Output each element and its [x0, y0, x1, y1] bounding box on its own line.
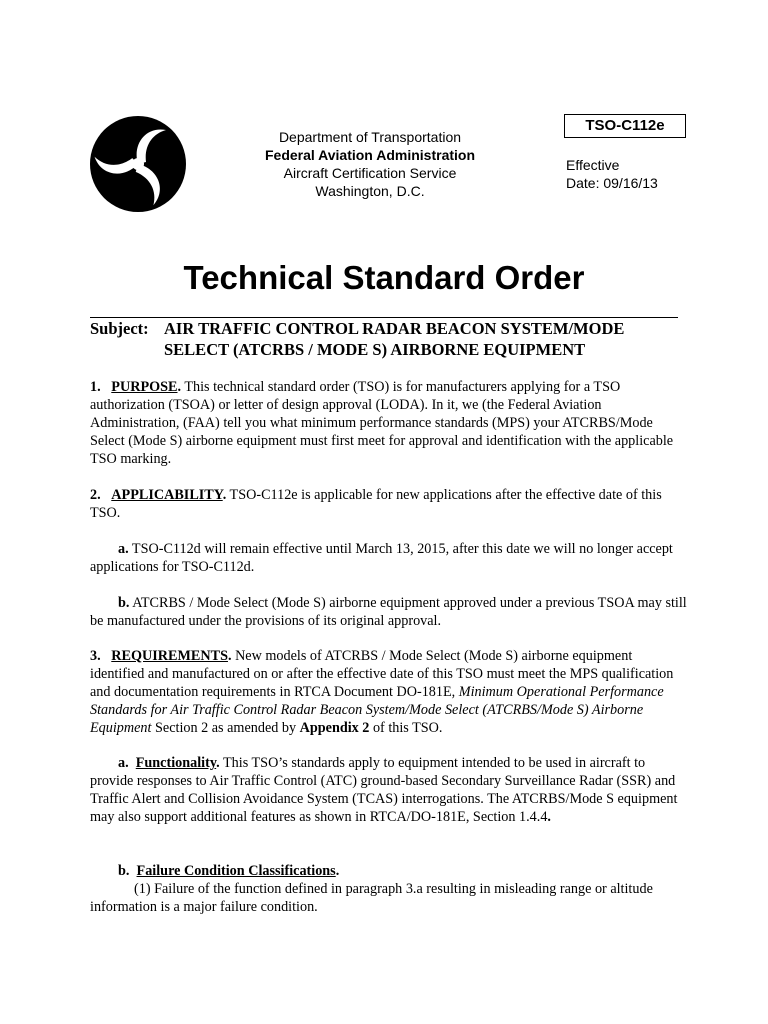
applicability-b-text: ATCRBS / Mode Select (Mode S) airborne equipment approved under a previous TSOA may still be manufactured under the provisions of its original approval.: [90, 595, 687, 629]
subject-line-1: AIR TRAFFIC CONTROL RADAR BEACON SYSTEM/MODE: [164, 319, 625, 338]
requirements-text-2: Section 2 as amended by: [151, 720, 300, 736]
subject-text: [164, 318, 694, 360]
applicability-a-text: TSO-C112d will remain effective until March 13, 2015, after this date we will no longer accept applications for TSO-C112d.: [90, 541, 673, 575]
department-block: [240, 128, 500, 200]
agency-name: Federal Aviation Administration: [264, 147, 476, 163]
appendix-reference: Appendix 2: [299, 720, 370, 736]
purpose-paragraph: 1. PURPOSE. This technical standard order (TSO) is for manufacturers applying for a TSO authorization (TSOA) or letter of design approval (LODA). In it, we (the Federal Aviation Administration, (FAA) tell you what minimum performance standards (MPS) your ATCRBS/Mode Select (Mode S) airborne equipment must first meet for approval and identification with the applicable TSO marking.: [90, 379, 674, 467]
functionality-paragraph: a. Functionality. This TSO’s standards apply to equipment intended to be used in aircraft to provide responses to Air Traffic Control (ATC) ground-based Secondary Surveillance Radar (SSR) and Traffic Alert and Collision Avoidance System (TCAS) interrogations. The ATCRBS/Mode S equipment may also support additional features as shown in RTCA/DO-181E, Section 1.4.4.: [90, 755, 678, 825]
applicability-a-label: a.: [118, 541, 129, 557]
requirements-paragraph: 3. REQUIREMENTS. New models of ATCRBS / Mode Select (Mode S) airborne equipment identified and manufactured on or after the effective date of this TSO must meet the MPS qualification and documentation requirements in RTCA Document DO-181E, Minimum Operational Performance Standards for Air Traffic Control Radar Beacon System/Mode Select (ATCRBS/Mode S) Airborne Equipment Section 2 as amended by Appendix 2 of this TSO.: [90, 648, 674, 736]
functionality-heading: Functionality: [135, 755, 217, 771]
applicability-text: TSO-C112e is applicable for new applications after the effective date of this TSO.: [90, 487, 662, 521]
failure-condition-item-1: (1) Failure of the function defined in paragraph 3.a resulting in misleading range or altitude information is a major failure condition.: [90, 881, 653, 915]
requirements-text-3: of this TSO.: [369, 720, 443, 736]
requirements-document-title: Minimum Operational Performance Standards for Air Traffic Control Radar Beacon System/Mode Select (ATCRBS/Mode S) Airborne Equipment: [90, 684, 664, 736]
requirements-heading: REQUIREMENTS: [111, 648, 228, 664]
effective-date-block: [566, 156, 658, 192]
functionality-text: This TSO’s standards apply to equipment intended to be used in aircraft to provide responses to Air Traffic Control (ATC) ground-based Secondary Surveillance Radar (SSR) and Traffic Alert and Collision Avoidance System (TCAS) interrogations. The ATCRBS/Mode S equipment may also support additional features as shown in RTCA/DO-181E, Section 1.4.4: [90, 755, 678, 825]
dot-triskelion-logo: [88, 114, 188, 214]
applicability-heading: APPLICABILITY: [111, 487, 223, 503]
applicability-paragraph: 2. APPLICABILITY. TSO-C112e is applicable for new applications after the effective date of this TSO.: [90, 487, 662, 521]
applicability-number: 2.: [90, 487, 101, 503]
applicability-b-paragraph: [90, 594, 690, 630]
effective-date: Date: 09/16/13: [566, 175, 658, 191]
applicability-a-paragraph: [90, 540, 690, 576]
failure-condition-heading: Failure Condition Classifications: [136, 863, 336, 879]
service-name: Aircraft Certification Service: [283, 165, 457, 181]
department-name: Department of Transportation: [278, 129, 462, 145]
purpose-text: This technical standard order (TSO) is for manufacturers applying for a TSO authorization (TSOA) or letter of design approval (LODA). In it, we (the Federal Aviation Administration, (FAA) tell you what minimum performance standards (MPS) your ATCRBS/Mode Select (Mode S) airborne equipment must first meet for approval and identification with the applicable TSO marking.: [90, 379, 674, 467]
location: Washington, D.C.: [315, 183, 425, 199]
requirements-number: 3.: [90, 648, 101, 664]
requirements-text-1: New models of ATCRBS / Mode Select (Mode S) airborne equipment identified and manufactured on or after the effective date of this TSO must meet the MPS qualification and documentation requirements in RTCA Document DO-181E,: [90, 648, 674, 700]
failure-condition-label: b.: [118, 863, 130, 879]
tso-number-box: TSO-C112e: [564, 114, 686, 138]
subject-line-2: SELECT (ATCRBS / MODE S) AIRBORNE EQUIPMENT: [164, 340, 586, 359]
effective-label: Effective: [566, 157, 620, 173]
failure-condition-dot: .: [335, 863, 340, 879]
purpose-heading: PURPOSE: [111, 379, 178, 395]
subject-label: Subject:: [90, 319, 149, 338]
functionality-label: a.: [118, 755, 129, 771]
document-title: Technical Standard Order: [183, 259, 585, 296]
failure-condition-heading-line: [90, 862, 690, 880]
functionality-text-end: .: [547, 809, 551, 825]
applicability-b-label: b.: [118, 595, 130, 611]
purpose-number: 1.: [90, 379, 101, 395]
